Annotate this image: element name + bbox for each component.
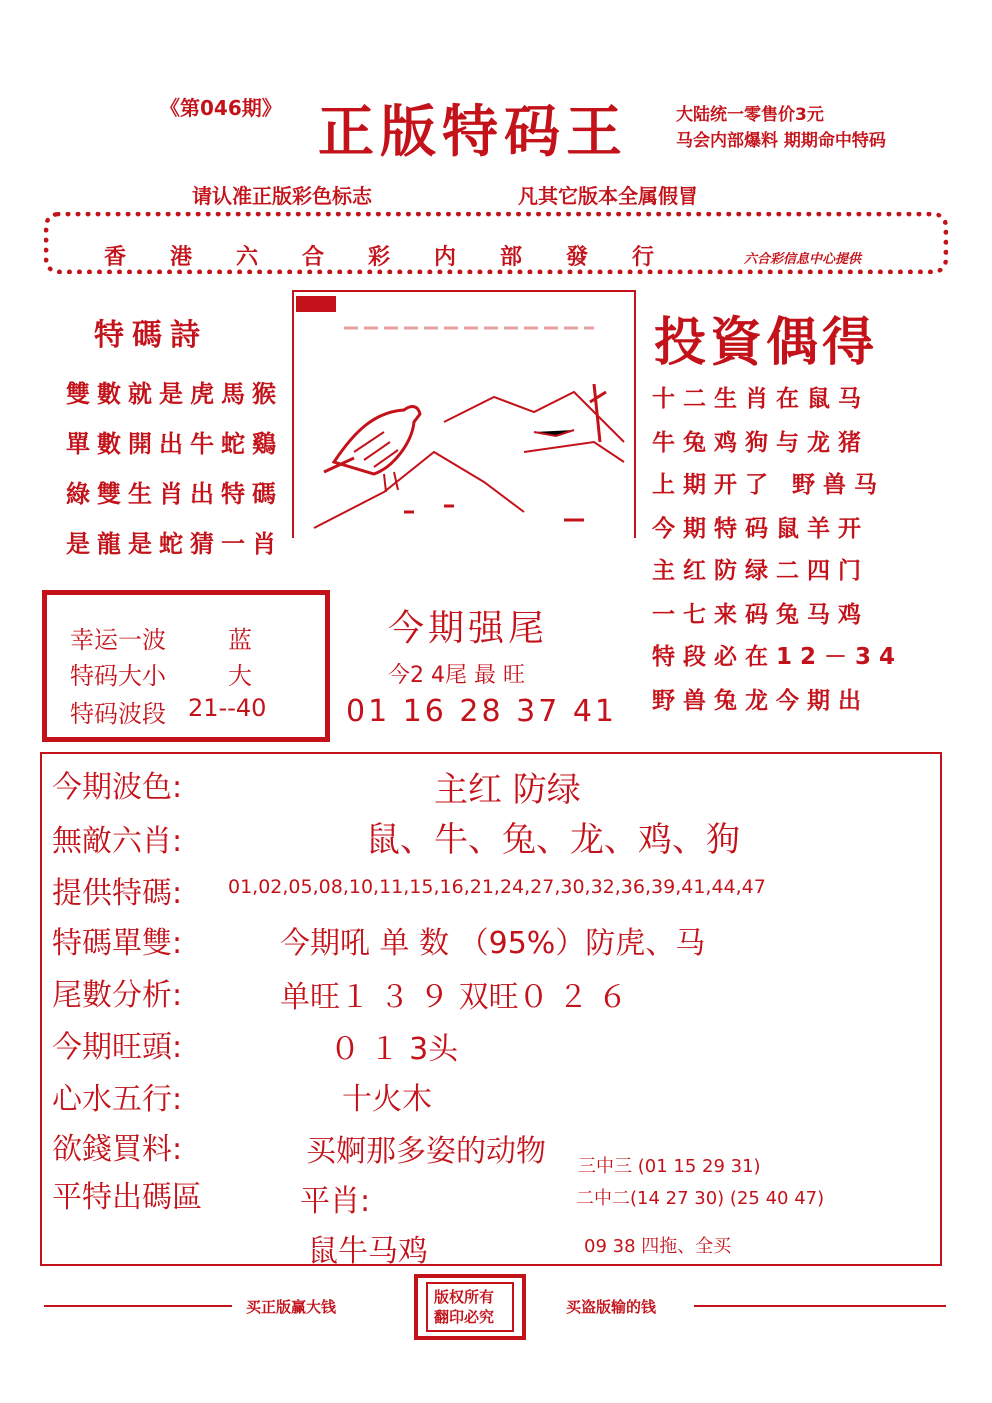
- info-value: 鼠、牛、兔、龙、鸡、狗: [366, 820, 740, 860]
- tail-title: 今期强尾: [388, 608, 549, 649]
- luck-value: 大: [228, 662, 252, 690]
- inside-note: 马会内部爆料 期期命中特码: [676, 131, 886, 151]
- poem-line: 單數開出牛蛇鷄: [66, 430, 283, 458]
- invest-line: 今期特码鼠羊开: [652, 516, 869, 542]
- bird-drawing: [294, 292, 634, 538]
- footer-right-text: 买盗版输的钱: [566, 1298, 657, 1316]
- info-label: 提供特碼:: [52, 876, 183, 911]
- info-label: 欲錢買料:: [52, 1132, 183, 1167]
- poem-line: 是龍是蛇猜一肖: [66, 530, 283, 558]
- poem-line: 雙數就是虎馬猴: [66, 380, 283, 408]
- info-label: 特碼單雙:: [52, 926, 183, 961]
- luck-label: 特码波段: [70, 700, 166, 728]
- invest-title: 投資偶得: [654, 313, 879, 373]
- info-label: 平特出碼區: [52, 1180, 202, 1215]
- luck-label: 幸运一波: [70, 626, 166, 654]
- invest-line: 牛兔鸡狗与龙猪: [652, 430, 869, 456]
- issue-number: 《第046期》: [160, 96, 282, 120]
- info-value: 主红 防绿: [434, 770, 581, 810]
- info-label: 心水五行:: [52, 1082, 183, 1117]
- page-title: 正版特码王: [318, 100, 628, 165]
- info-value: 十火木: [342, 1082, 432, 1117]
- banner-sub: 六合彩信息中心提供: [744, 252, 862, 267]
- poem-line: 綠雙生肖出特碼: [66, 480, 283, 508]
- poem-title: 特碼詩: [94, 318, 208, 353]
- info-value: 买婀那多姿的动物: [306, 1134, 546, 1169]
- tail-sub: 今2 4尾 最 旺: [388, 663, 525, 688]
- footer-divider: [694, 1305, 946, 1307]
- info-label: 今期旺頭:: [52, 1030, 183, 1065]
- footer-left-text: 买正版赢大钱: [246, 1298, 337, 1316]
- flat-zodiac: 鼠牛马鸡: [308, 1234, 428, 1269]
- right-line: 三中三 (01 15 29 31): [578, 1156, 761, 1177]
- invest-line: 一七来码兔马鸡: [652, 602, 869, 628]
- info-label: 尾數分析:: [52, 978, 183, 1013]
- invest-line: 主红防绿二四门: [652, 558, 869, 584]
- right-line: 二中二(14 27 30) (25 40 47): [576, 1188, 825, 1209]
- info-value: 平肖:: [300, 1184, 371, 1219]
- banner-text: 香港六合彩内部發行: [104, 245, 699, 270]
- footer-divider: [44, 1305, 232, 1307]
- right-line: 09 38 四拖、全买: [584, 1236, 732, 1257]
- info-value: 单旺１ ３ ９ 双旺０ ２ ６: [280, 980, 628, 1015]
- info-value: ０ １ 3头: [330, 1032, 459, 1067]
- stamp-line-1: 版权所有: [434, 1288, 495, 1306]
- price-note: 大陆统一零售价3元: [676, 105, 824, 125]
- invest-line: 野兽兔龙今期出: [652, 688, 869, 714]
- luck-value: 21--40: [188, 694, 267, 722]
- invest-line: 特段必在12－34: [652, 644, 904, 670]
- info-value: 今期吼 单 数 （95%）防虎、马: [280, 926, 706, 961]
- fake-note: 凡其它版本全属假冒: [518, 184, 698, 208]
- luck-value: 蓝: [228, 626, 252, 654]
- info-value: 01,02,05,08,10,11,15,16,21,24,27,30,32,36,39,41,44,47: [228, 876, 766, 898]
- tail-numbers: 01 16 28 37 41: [346, 694, 618, 729]
- invest-line: 十二生肖在鼠马: [652, 386, 869, 412]
- luck-label: 特码大小: [70, 662, 166, 690]
- bird-illustration: [292, 290, 636, 538]
- recognize-note: 请认准正版彩色标志: [192, 184, 372, 208]
- info-label: 無敵六肖:: [52, 824, 183, 859]
- invest-line: 上期开了 野兽马: [652, 472, 886, 498]
- stamp-line-2: 翻印必究: [434, 1308, 495, 1326]
- info-label: 今期波色:: [52, 770, 183, 805]
